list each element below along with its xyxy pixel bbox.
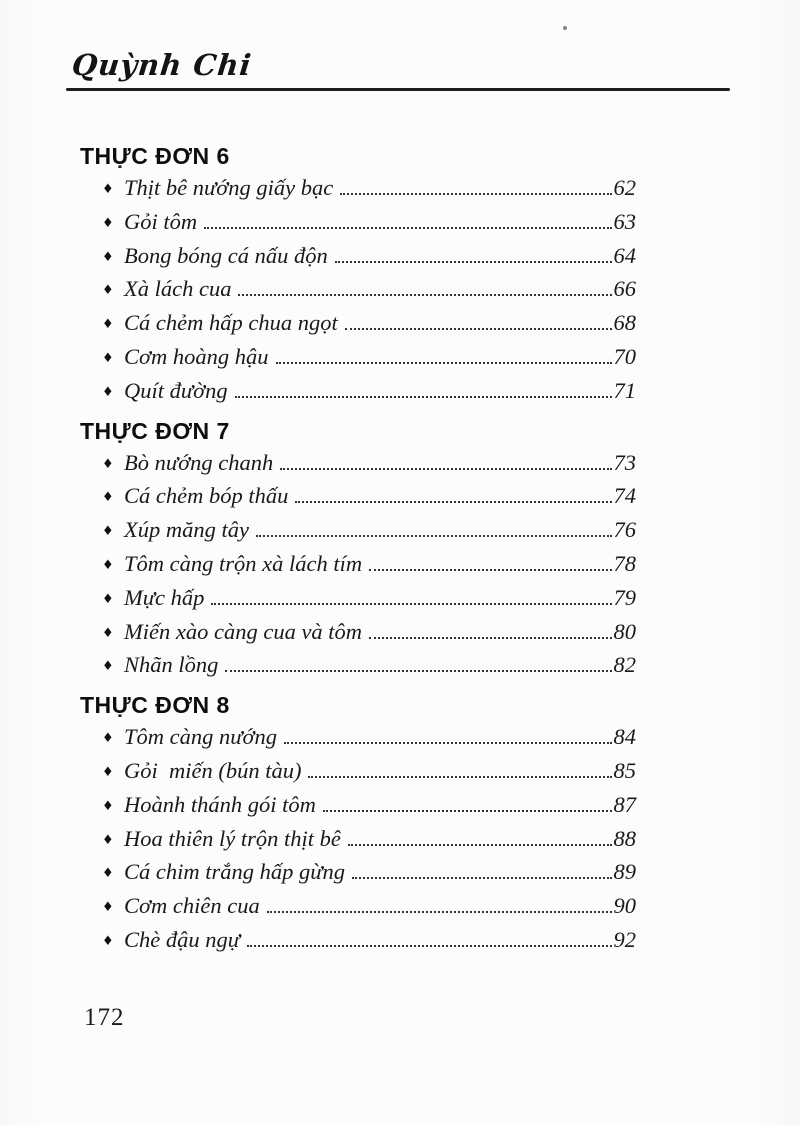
dish-page-number: 63 bbox=[613, 208, 636, 234]
dot-leader bbox=[256, 535, 612, 537]
toc-entry bbox=[80, 581, 636, 615]
toc-entry bbox=[80, 272, 636, 306]
dot-leader bbox=[345, 328, 612, 330]
dot-leader bbox=[211, 603, 611, 605]
diamond-bullet-icon: ♦ bbox=[102, 866, 114, 882]
author-header: Quỳnh Chi bbox=[70, 48, 254, 82]
dish-name: Hoành thánh gói tôm bbox=[124, 791, 316, 817]
section-title: THỰC ĐƠN 6 bbox=[80, 143, 230, 169]
toc-entry bbox=[80, 205, 636, 239]
diamond-bullet-icon: ♦ bbox=[102, 249, 114, 265]
diamond-bullet-icon: ♦ bbox=[102, 456, 114, 472]
dot-leader bbox=[335, 261, 612, 263]
toc-entry bbox=[80, 306, 636, 340]
toc-entry bbox=[80, 855, 636, 889]
dish-page-number: 89 bbox=[613, 859, 636, 885]
diamond-bullet-icon: ♦ bbox=[102, 659, 114, 675]
diamond-bullet-icon: ♦ bbox=[102, 350, 114, 366]
diamond-bullet-icon: ♦ bbox=[102, 591, 114, 607]
dot-leader bbox=[308, 776, 611, 778]
dot-leader bbox=[369, 569, 611, 571]
dish-name: Bò nướng chanh bbox=[124, 449, 274, 475]
dish-name: Cơm hoàng hậu bbox=[124, 343, 269, 369]
diamond-bullet-icon: ♦ bbox=[102, 557, 114, 573]
dish-page-number: 80 bbox=[613, 618, 636, 644]
dish-name: Gỏi tôm bbox=[124, 208, 198, 234]
diamond-bullet-icon: ♦ bbox=[102, 490, 114, 506]
dish-name: Cá chẻm hấp chua ngọt bbox=[124, 310, 338, 336]
section-title: THỰC ĐƠN 7 bbox=[80, 417, 230, 444]
dish-name: Chè đậu ngự bbox=[124, 926, 241, 952]
dish-page-number: 82 bbox=[613, 652, 636, 678]
dot-leader bbox=[225, 670, 611, 672]
diamond-bullet-icon: ♦ bbox=[102, 764, 114, 780]
dish-name: Miến xào càng cua và tôm bbox=[124, 618, 363, 644]
dish-page-number: 84 bbox=[613, 724, 636, 750]
toc-entry bbox=[80, 239, 636, 273]
diamond-bullet-icon: ♦ bbox=[102, 798, 114, 814]
diamond-bullet-icon: ♦ bbox=[102, 524, 114, 540]
dish-page-number: 62 bbox=[613, 175, 636, 200]
dot-leader bbox=[295, 501, 611, 503]
section-items bbox=[80, 720, 636, 957]
toc-entry bbox=[80, 648, 636, 682]
dish-name: Cơm chiên cua bbox=[124, 893, 260, 919]
dish-page-number: 79 bbox=[613, 584, 636, 610]
dish-page-number: 73 bbox=[613, 449, 636, 475]
header-rule bbox=[66, 88, 730, 91]
dish-name: Quít đường bbox=[124, 377, 228, 403]
toc-entry bbox=[80, 171, 636, 205]
page-number: 172 bbox=[84, 1004, 125, 1031]
section-title: THỰC ĐƠN 8 bbox=[80, 692, 230, 719]
toc-entry bbox=[80, 446, 636, 480]
toc-section bbox=[80, 690, 636, 957]
dish-page-number: 76 bbox=[613, 517, 636, 543]
dish-name: Cá chẻm bóp thấu bbox=[124, 483, 289, 509]
dot-leader bbox=[348, 844, 612, 846]
toc-entry bbox=[80, 754, 636, 788]
diamond-bullet-icon: ♦ bbox=[102, 832, 114, 848]
dish-page-number: 87 bbox=[613, 791, 636, 817]
toc-entry bbox=[80, 615, 636, 649]
dish-name: Xúp măng tây bbox=[124, 517, 249, 543]
diamond-bullet-icon: ♦ bbox=[102, 933, 114, 949]
diamond-bullet-icon: ♦ bbox=[102, 283, 114, 299]
scan-artifact-dot bbox=[563, 26, 567, 30]
diamond-bullet-icon: ♦ bbox=[102, 182, 114, 197]
dish-page-number: 70 bbox=[613, 343, 636, 369]
toc-entry bbox=[80, 720, 636, 754]
dish-name: Cá chim trắng hấp gừng bbox=[124, 859, 346, 885]
dish-name: Tôm càng nướng bbox=[124, 724, 278, 750]
dish-name: Gỏi miến (bún tàu) bbox=[124, 757, 302, 783]
dish-name: Nhãn lồng bbox=[124, 652, 219, 678]
toc-entry bbox=[80, 513, 636, 547]
toc-entry bbox=[80, 547, 636, 581]
dish-name: Tôm càng trộn xà lách tím bbox=[124, 550, 363, 576]
dot-leader bbox=[369, 637, 611, 639]
toc-entry bbox=[80, 822, 636, 856]
toc-entry bbox=[80, 479, 636, 513]
diamond-bullet-icon: ♦ bbox=[102, 317, 114, 333]
dot-leader bbox=[204, 227, 611, 229]
toc-entry bbox=[80, 374, 636, 408]
dish-page-number: 78 bbox=[613, 550, 636, 576]
diamond-bullet-icon: ♦ bbox=[102, 625, 114, 641]
dot-leader bbox=[267, 911, 612, 913]
diamond-bullet-icon: ♦ bbox=[102, 384, 114, 400]
dot-leader bbox=[276, 362, 612, 364]
dish-name: Bong bóng cá nấu độn bbox=[124, 242, 328, 268]
toc bbox=[80, 141, 636, 957]
dot-leader bbox=[323, 810, 612, 812]
dish-page-number: 66 bbox=[613, 276, 636, 302]
dish-name: Hoa thiên lý trộn thịt bê bbox=[124, 825, 341, 851]
dot-leader bbox=[340, 193, 611, 195]
dot-leader bbox=[235, 396, 612, 398]
toc-entry bbox=[80, 923, 636, 957]
dish-page-number: 92 bbox=[613, 926, 636, 952]
toc-section bbox=[80, 141, 636, 408]
dot-leader bbox=[280, 468, 611, 470]
diamond-bullet-icon: ♦ bbox=[102, 215, 114, 231]
diamond-bullet-icon: ♦ bbox=[102, 731, 114, 747]
diamond-bullet-icon: ♦ bbox=[102, 900, 114, 916]
section-items bbox=[80, 446, 636, 683]
dish-page-number: 90 bbox=[613, 893, 636, 919]
dot-leader bbox=[238, 294, 611, 296]
dish-name: Thịt bê nướng giấy bạc bbox=[124, 175, 334, 200]
dish-page-number: 68 bbox=[613, 310, 636, 336]
toc-entry bbox=[80, 889, 636, 923]
dish-page-number: 64 bbox=[613, 242, 636, 268]
dot-leader bbox=[352, 877, 611, 879]
dish-page-number: 74 bbox=[613, 483, 636, 509]
dish-name: Mực hấp bbox=[124, 584, 205, 610]
dot-leader bbox=[284, 742, 611, 744]
dish-page-number: 88 bbox=[613, 825, 636, 851]
dot-leader bbox=[247, 945, 611, 947]
toc-entry bbox=[80, 788, 636, 822]
toc-entry bbox=[80, 340, 636, 374]
dish-name: Xà lách cua bbox=[124, 276, 232, 302]
dish-page-number: 71 bbox=[613, 377, 636, 403]
dish-page-number: 85 bbox=[613, 757, 636, 783]
toc-section bbox=[80, 416, 636, 683]
section-items bbox=[80, 171, 636, 408]
